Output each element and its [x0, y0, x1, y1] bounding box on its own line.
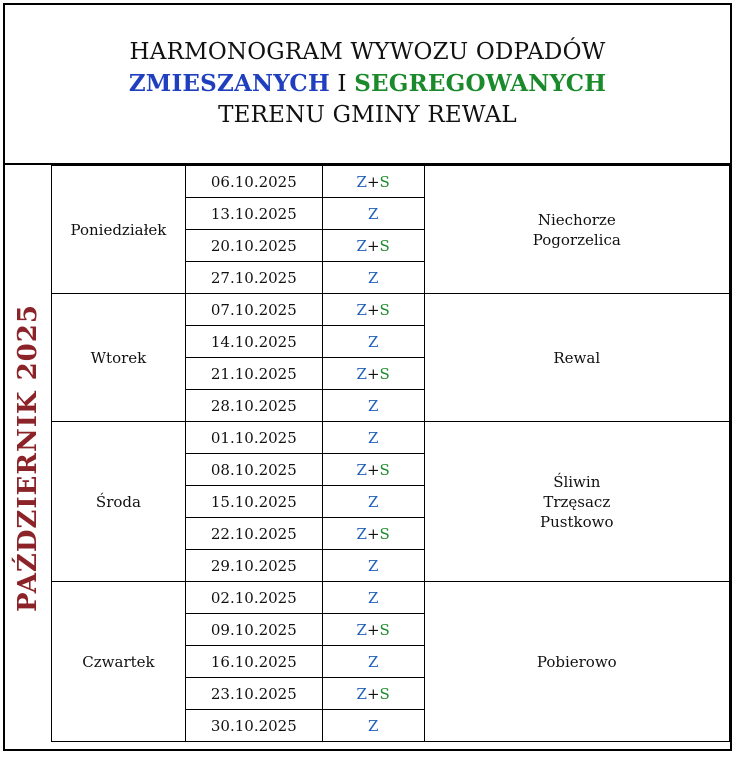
mixed-code: Z — [367, 332, 379, 351]
segregated-code: S — [379, 524, 390, 543]
date-cell: 22.10.2025 — [185, 518, 322, 550]
mixed-code: Z — [356, 460, 367, 479]
table-row — [52, 422, 730, 454]
mixed-code: Z — [367, 716, 379, 735]
conjunction: I — [337, 71, 347, 97]
waste-type-cell — [322, 486, 424, 518]
date-cell: 08.10.2025 — [185, 454, 322, 486]
plus-sign: + — [366, 524, 380, 543]
mixed-waste-label: ZMIESZANYCH — [128, 70, 330, 97]
waste-type-cell — [322, 294, 424, 326]
table-row — [52, 294, 730, 326]
date-cell: 13.10.2025 — [185, 198, 322, 230]
waste-type-cell — [322, 678, 424, 710]
date-cell: 23.10.2025 — [185, 678, 322, 710]
date-cell: 20.10.2025 — [185, 230, 322, 262]
mixed-code: Z — [356, 236, 367, 255]
plus-sign: + — [366, 460, 380, 479]
table-row — [52, 166, 730, 198]
date-cell: 06.10.2025 — [185, 166, 322, 198]
schedule-body — [52, 166, 730, 742]
mixed-code: Z — [367, 588, 379, 607]
plus-sign: + — [366, 300, 380, 319]
plus-sign: + — [366, 620, 380, 639]
segregated-code: S — [379, 300, 390, 319]
waste-type-cell — [322, 230, 424, 262]
date-cell: 01.10.2025 — [185, 422, 322, 454]
mixed-code: Z — [367, 492, 379, 511]
title-line-1: HARMONOGRAM WYWOZU ODPADÓW — [129, 39, 606, 65]
date-cell: 15.10.2025 — [185, 486, 322, 518]
waste-type-cell — [322, 166, 424, 198]
waste-type-cell — [322, 582, 424, 614]
date-cell: 16.10.2025 — [185, 646, 322, 678]
locality-cell — [424, 422, 729, 582]
month-column — [5, 165, 51, 751]
mixed-code: Z — [356, 684, 367, 703]
segregated-code: S — [379, 620, 390, 639]
waste-type-cell — [322, 710, 424, 742]
waste-type-cell — [322, 198, 424, 230]
locality-name: Niechorze — [537, 210, 616, 229]
locality-name: Pobierowo — [536, 652, 617, 671]
weekday-cell: Środa — [52, 422, 186, 582]
segregated-code: S — [379, 364, 390, 383]
waste-type-cell — [322, 390, 424, 422]
date-cell: 02.10.2025 — [185, 582, 322, 614]
locality-name: Pustkowo — [540, 512, 614, 531]
weekday-cell: Wtorek — [52, 294, 186, 422]
plus-sign: + — [366, 364, 380, 383]
month-label: PAŹDZIERNIK 2025 — [13, 304, 43, 612]
locality-name: Śliwin — [553, 472, 601, 491]
waste-type-cell — [322, 646, 424, 678]
date-cell: 07.10.2025 — [185, 294, 322, 326]
date-cell: 14.10.2025 — [185, 326, 322, 358]
waste-type-cell — [322, 422, 424, 454]
date-cell: 30.10.2025 — [185, 710, 322, 742]
document-header — [5, 5, 730, 165]
locality-name: Pogorzelica — [532, 230, 621, 249]
waste-type-cell — [322, 454, 424, 486]
schedule-document — [3, 3, 732, 751]
waste-type-cell — [322, 358, 424, 390]
date-cell: 28.10.2025 — [185, 390, 322, 422]
segregated-code: S — [379, 172, 390, 191]
title-line-3: TERENU GMINY REWAL — [218, 102, 517, 128]
mixed-code: Z — [356, 524, 367, 543]
plus-sign: + — [366, 172, 380, 191]
schedule-table — [51, 165, 730, 742]
waste-type-cell — [322, 262, 424, 294]
segregated-waste-label: SEGREGOWANYCH — [354, 70, 607, 97]
date-cell: 27.10.2025 — [185, 262, 322, 294]
mixed-code: Z — [367, 428, 379, 447]
mixed-code: Z — [367, 652, 379, 671]
date-cell: 09.10.2025 — [185, 614, 322, 646]
plus-sign: + — [366, 236, 380, 255]
weekday-cell: Czwartek — [52, 582, 186, 742]
segregated-code: S — [379, 684, 390, 703]
locality-name: Trzęsacz — [543, 492, 611, 511]
mixed-code: Z — [367, 556, 379, 575]
table-row — [52, 582, 730, 614]
locality-cell — [424, 582, 729, 742]
weekday-cell: Poniedziałek — [52, 166, 186, 294]
mixed-code: Z — [367, 268, 379, 287]
mixed-code: Z — [367, 204, 379, 223]
mixed-code: Z — [356, 300, 367, 319]
locality-cell — [424, 294, 729, 422]
waste-type-cell — [322, 614, 424, 646]
mixed-code: Z — [356, 172, 367, 191]
plus-sign: + — [366, 684, 380, 703]
waste-type-cell — [322, 550, 424, 582]
waste-type-cell — [322, 326, 424, 358]
title-line-2 — [129, 68, 606, 100]
locality-name: Rewal — [553, 348, 601, 367]
mixed-code: Z — [367, 396, 379, 415]
mixed-code: Z — [356, 364, 367, 383]
mixed-code: Z — [356, 620, 367, 639]
segregated-code: S — [379, 236, 390, 255]
date-cell: 29.10.2025 — [185, 550, 322, 582]
segregated-code: S — [379, 460, 390, 479]
locality-cell — [424, 166, 729, 294]
date-cell: 21.10.2025 — [185, 358, 322, 390]
waste-type-cell — [322, 518, 424, 550]
